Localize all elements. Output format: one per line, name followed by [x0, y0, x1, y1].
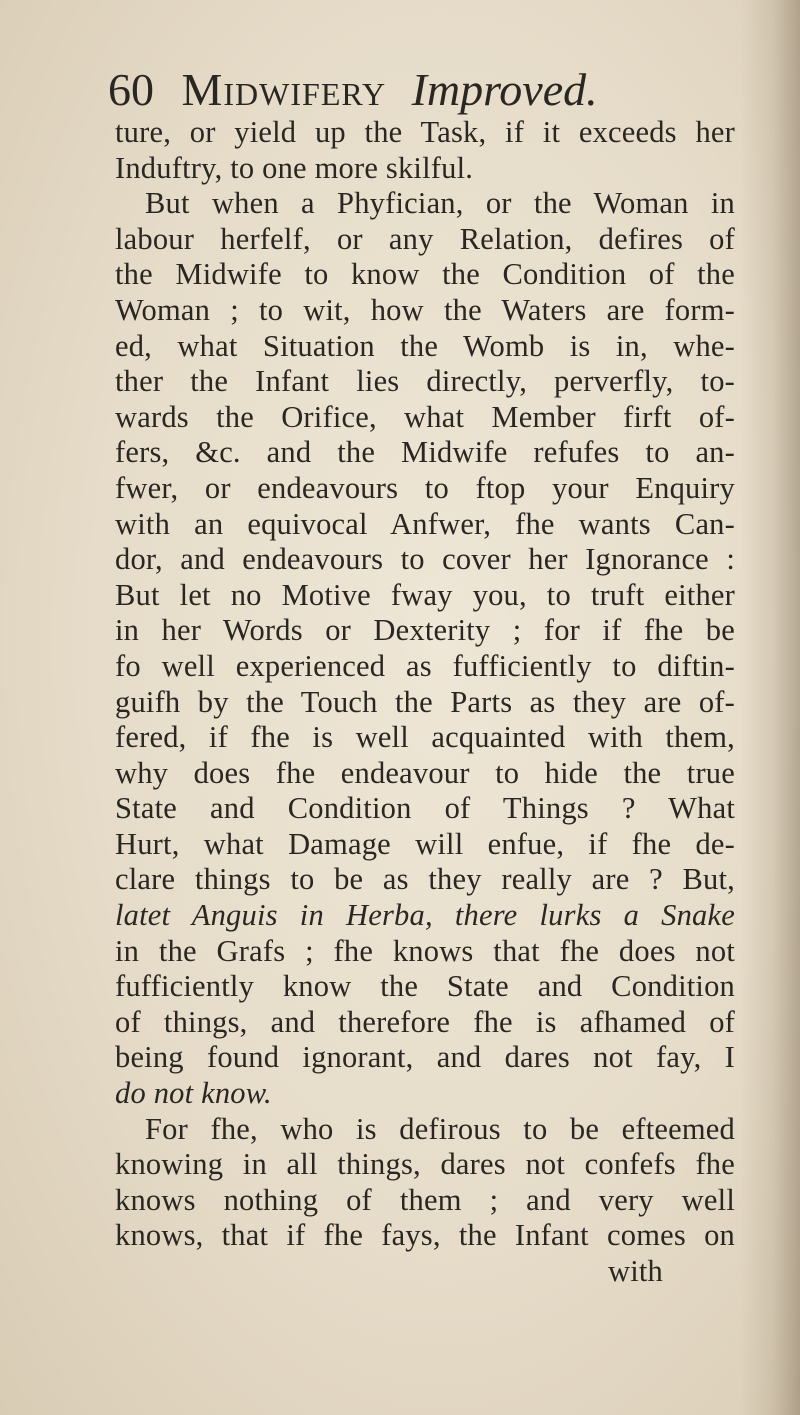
- text-line: knows nothing of them ; and very well: [115, 1182, 735, 1217]
- text-line: fo well experienced as fufficiently to diftin-: [115, 648, 735, 683]
- running-title: Midwifery: [181, 64, 387, 115]
- text-line: fered, if fhe is well acquainted with them,: [115, 720, 735, 755]
- text-line: the Midwife to know the Condition of the: [115, 257, 735, 292]
- text-line: Woman ; to wit, how the Waters are form-: [115, 292, 735, 327]
- text-line: wards the Orifice, what Member firft of-: [115, 399, 735, 434]
- text-line: For fhe, who is defirous to be efteemed: [145, 1111, 735, 1146]
- text-line: being found ignorant, and dares not fay, I: [115, 1040, 735, 1075]
- text-line: ture, or yield up the Task, if it exceeds her: [115, 115, 735, 149]
- text-line: ther the Infant lies directly, perverfly, to-: [115, 364, 735, 399]
- text-line: fwer, or endeavours to ftop your Enquiry: [115, 470, 735, 505]
- text-line: But let no Motive fway you, to truft either: [115, 577, 735, 612]
- page-gutter-shadow: [740, 0, 800, 1415]
- text-line: in her Words or Dexterity ; for if fhe be: [115, 613, 735, 648]
- running-title-italic: Improved.: [411, 64, 598, 115]
- text-line: But when a Phyfician, or the Woman in: [145, 186, 735, 221]
- text-line: clare things to be as they really are ? But,: [115, 862, 735, 897]
- text-line: labour herfelf, or any Relation, defires of: [115, 221, 735, 256]
- text-line: knows, that if fhe fays, the Infant comes on: [115, 1218, 735, 1253]
- page-header: [108, 62, 728, 118]
- text-line-italic: do not know.: [115, 1076, 272, 1111]
- text-line: why does fhe endeavour to hide the true: [115, 755, 735, 790]
- text-line: guifh by the Touch the Parts as they are of-: [115, 684, 735, 719]
- text-line: Hurt, what Damage will enfue, if fhe de-: [115, 826, 735, 861]
- text-line: dor, and endeavours to cover her Ignorance :: [115, 542, 735, 577]
- text-line: of things, and therefore fhe is afhamed of: [115, 1004, 735, 1039]
- text-line: Induftry, to one more skilful.: [115, 150, 474, 185]
- catchword: with: [607, 1254, 663, 1288]
- body-text: [115, 115, 735, 1290]
- text-line: in the Grafs ; fhe knows that fhe does not: [115, 933, 735, 968]
- text-line: State and Condition of Things ? What: [115, 791, 735, 826]
- text-line: knowing in all things, dares not confefs fhe: [115, 1147, 735, 1182]
- text-line: fers, &c. and the Midwife refufes to an-: [115, 435, 735, 470]
- text-line: with an equivocal Anfwer, fhe wants Can-: [115, 506, 735, 541]
- text-line: ed, what Situation the Womb is in, whe-: [115, 328, 735, 363]
- text-line: fufficiently know the State and Condition: [115, 969, 735, 1004]
- page-number: 60: [108, 64, 154, 115]
- text-line-italic: latet Anguis in Herba, there lurks a Snake: [115, 898, 735, 933]
